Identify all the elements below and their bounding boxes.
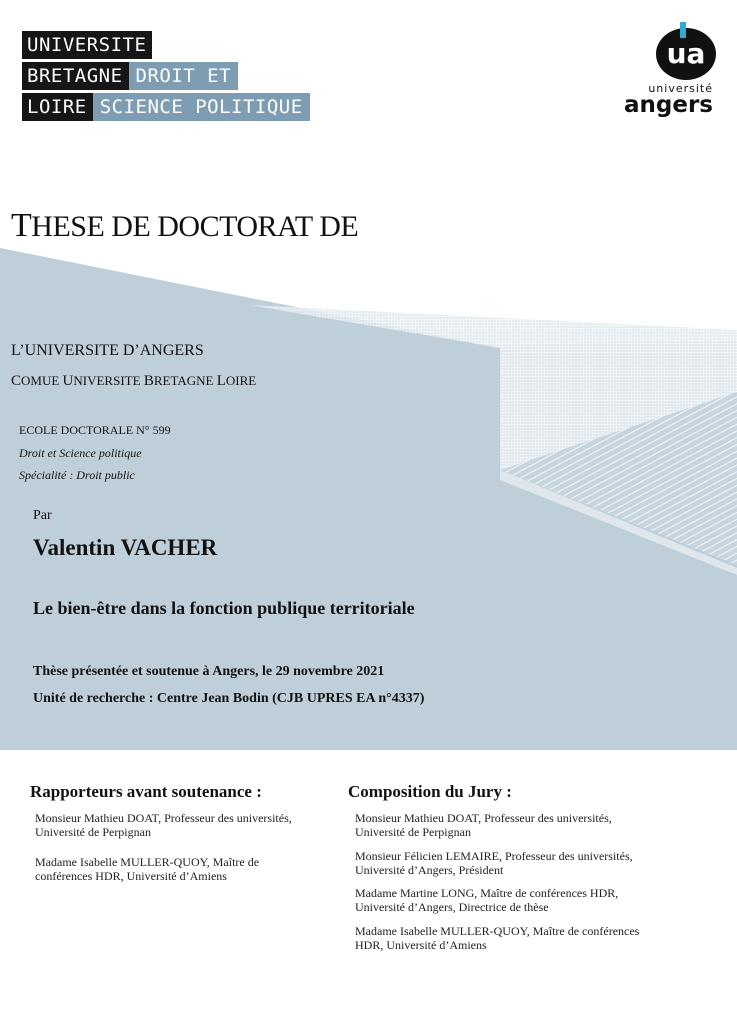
ecole-speciality: Spécialité : Droit public	[19, 468, 135, 482]
rapporteur-entry	[35, 811, 335, 839]
thesis-title: Le bien-être dans la fonction publique territoriale	[33, 598, 415, 618]
comue-initial: L	[216, 373, 226, 389]
research-unit: Unité de recherche : Centre Jean Bodin (CJB UPRES EA n°4337)	[33, 691, 425, 706]
title-initial: T	[11, 207, 32, 244]
jury-entry	[355, 924, 695, 952]
university-name: L’UNIVERSITE D’ANGERS	[11, 342, 204, 359]
jury-entry	[355, 811, 695, 839]
ecole-field: Droit et Science politique	[19, 446, 142, 460]
page-title	[11, 207, 358, 245]
comue-initial: C	[11, 373, 22, 389]
comue-name	[11, 372, 256, 390]
entry-line: Université d’Angers, Directrice de thèse	[355, 900, 549, 914]
ecole-doctorale: ECOLE DOCTORALE N° 599	[19, 423, 171, 437]
entry-line: Université de Perpignan	[35, 825, 151, 839]
entry-line: Monsieur Mathieu DOAT, Professeur des universités,	[355, 811, 612, 825]
entry-line: conférences HDR, Université d’Amiens	[35, 869, 227, 883]
logo-ubl-text: BRETAGNE	[22, 62, 129, 90]
entry-line: Monsieur Mathieu DOAT, Professeur des universités,	[35, 811, 292, 825]
jury-entry	[355, 886, 695, 914]
jury-entry	[355, 849, 695, 877]
comue-word: NIVERSITE	[73, 373, 144, 388]
logo-ubl-text: UNIVERSITE	[22, 31, 152, 59]
entry-line: Université d’Angers, Président	[355, 863, 504, 877]
entry-line: Madame Martine LONG, Maître de conférences HDR,	[355, 886, 619, 900]
comue-word: OIRE	[225, 373, 257, 388]
logo-ubl-text: LOIRE	[22, 93, 93, 121]
entry-line: Université de Perpignan	[355, 825, 471, 839]
rapporteur-entry	[35, 855, 335, 883]
logo-ubl-text: DROIT ET	[129, 62, 239, 90]
author-by: Par	[33, 508, 52, 523]
logo-ua-line2: angers	[624, 92, 713, 118]
title-rest: HESE DE DOCTORAT DE	[31, 210, 359, 243]
author-name: Valentin VACHER	[33, 535, 218, 560]
logo-ua-line1: université	[648, 82, 713, 95]
comue-initial: B	[143, 373, 154, 389]
defense-info: Thèse présentée et soutenue à Angers, le 29 novembre 2021	[33, 664, 385, 679]
entry-line: Madame Isabelle MULLER-QUOY, Maître de conférences	[355, 924, 640, 938]
comue-word: RETAGNE	[153, 373, 217, 388]
logo-ua-mark: ua	[666, 37, 706, 70]
logo-ubl-text: SCIENCE POLITIQUE	[93, 93, 310, 121]
rapporteurs-heading: Rapporteurs avant soutenance :	[30, 782, 262, 801]
logo-ubl-line2	[22, 62, 238, 90]
logo-ubl-line1	[22, 31, 152, 59]
jury-heading: Composition du Jury :	[348, 782, 512, 801]
logo-ubl-line3	[22, 93, 310, 121]
entry-line: Madame Isabelle MULLER-QUOY, Maître de	[35, 855, 260, 869]
entry-line: HDR, Université d’Amiens	[355, 938, 487, 952]
comue-initial: U	[62, 373, 74, 389]
comue-word: OMUE	[21, 373, 63, 388]
entry-line: Monsieur Félicien LEMAIRE, Professeur des universités,	[355, 849, 633, 863]
logo-ua	[624, 22, 720, 122]
